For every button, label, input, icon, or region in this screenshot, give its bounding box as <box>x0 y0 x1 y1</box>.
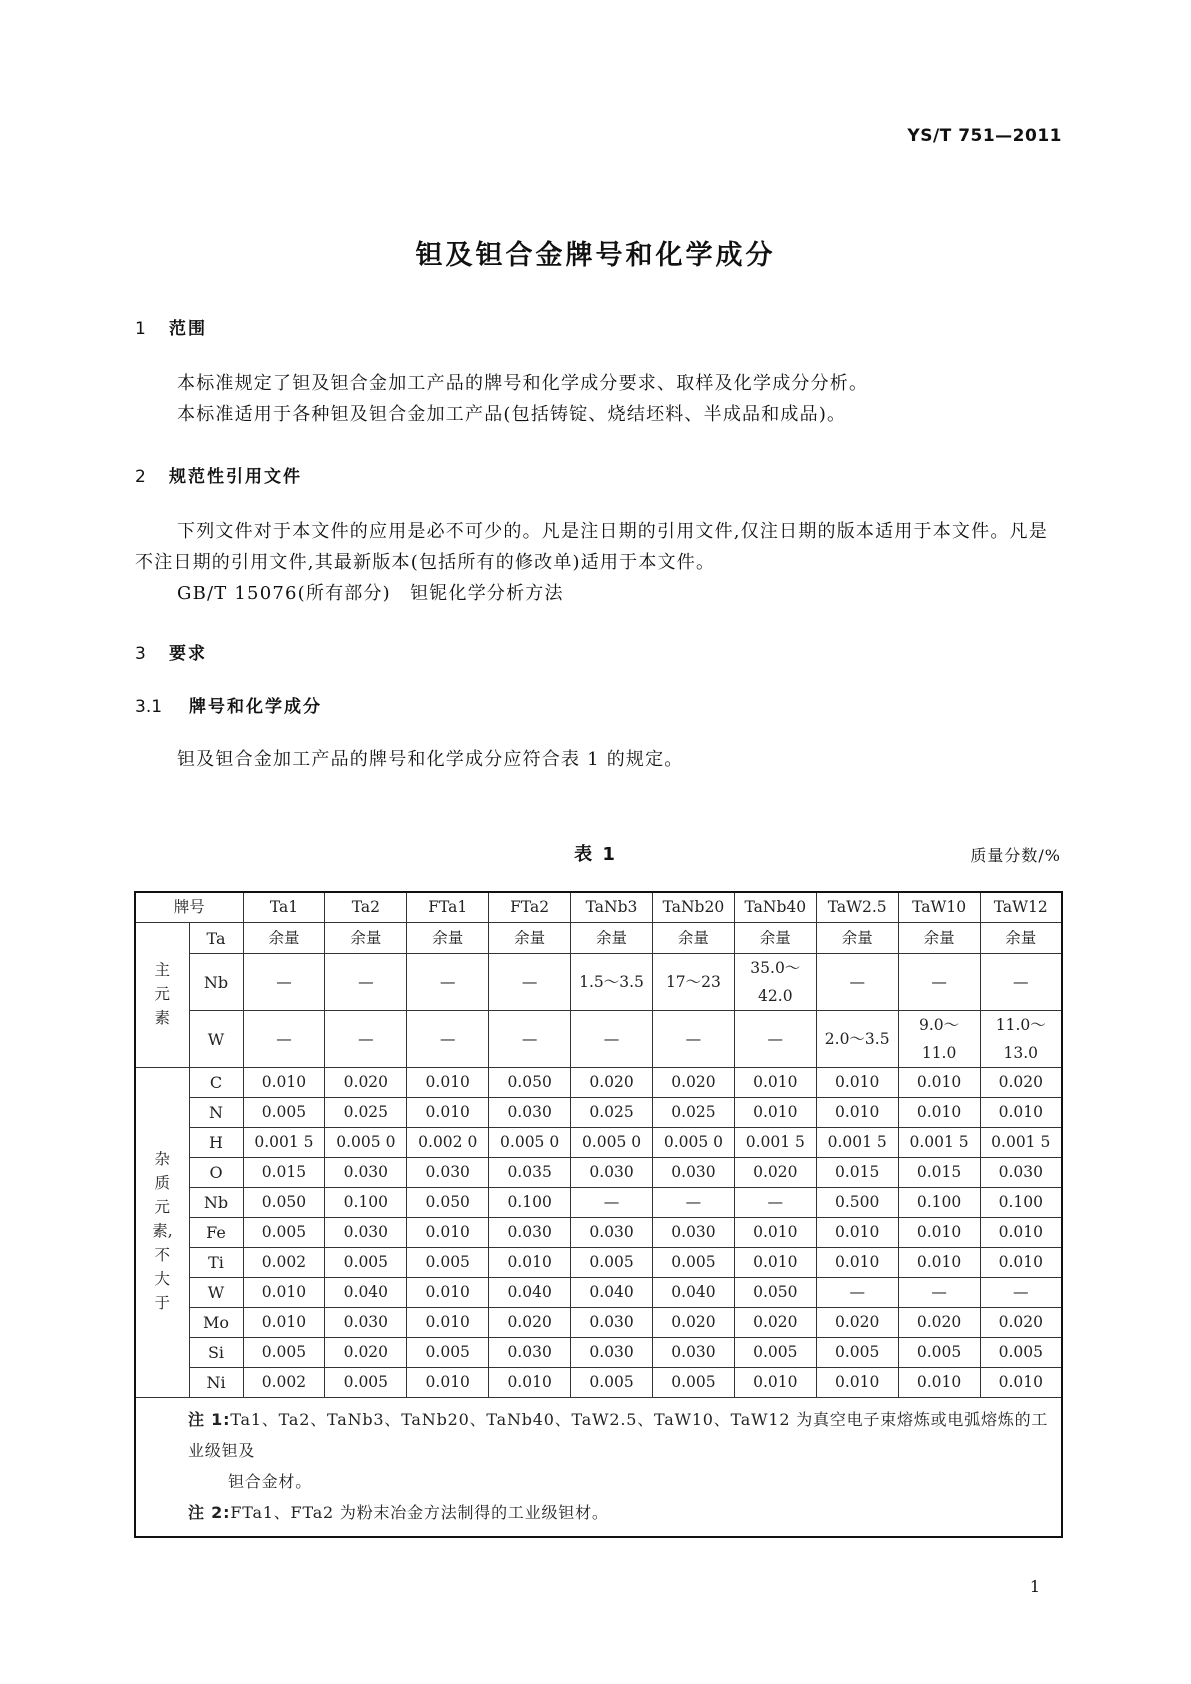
value-cell: 0.005 <box>816 1338 898 1368</box>
value-cell: — <box>816 1278 898 1308</box>
value-cell: 0.020 <box>489 1308 571 1338</box>
value-cell: 0.030 <box>652 1338 734 1368</box>
value-cell: 0.005 <box>325 1248 407 1278</box>
value-cell: — <box>980 954 1062 1011</box>
value-cell: 0.100 <box>898 1188 980 1218</box>
table-row <box>135 1218 1062 1248</box>
value-cell: 35.0～42.0 <box>734 954 816 1011</box>
value-cell: 0.025 <box>325 1098 407 1128</box>
value-cell: 余量 <box>407 923 489 954</box>
value-cell: 0.005 <box>325 1368 407 1398</box>
value-cell: — <box>571 1188 653 1218</box>
value-cell: 0.015 <box>898 1158 980 1188</box>
note-label: 注 1: <box>188 1410 231 1429</box>
impurity-group-label <box>135 1068 189 1398</box>
value-cell: 0.005 0 <box>325 1128 407 1158</box>
table-caption: 表 1 <box>574 844 617 865</box>
value-cell: 0.040 <box>325 1278 407 1308</box>
value-cell: 余量 <box>243 923 325 954</box>
value-cell: 余量 <box>489 923 571 954</box>
table-row <box>135 923 1062 954</box>
value-cell: 0.020 <box>734 1158 816 1188</box>
value-cell: 0.025 <box>652 1098 734 1128</box>
table-notes-row <box>135 1398 1062 1538</box>
value-cell: 0.005 <box>243 1098 325 1128</box>
value-cell: 0.020 <box>325 1068 407 1098</box>
element-label: Mo <box>189 1308 243 1338</box>
value-cell: 0.005 0 <box>652 1128 734 1158</box>
section-3-1-heading <box>135 692 322 717</box>
document-title: 钽及钽合金牌号和化学成分 <box>415 240 776 271</box>
value-cell: — <box>325 954 407 1011</box>
table-note <box>188 1497 1051 1528</box>
value-cell: 0.030 <box>652 1218 734 1248</box>
element-label: W <box>189 1011 243 1068</box>
value-cell: 0.100 <box>489 1188 571 1218</box>
value-cell: — <box>980 1278 1062 1308</box>
grade-column-header: FTa2 <box>489 892 571 923</box>
value-cell: 0.010 <box>816 1218 898 1248</box>
value-cell: 0.030 <box>325 1308 407 1338</box>
composition-table <box>134 891 1063 1538</box>
table-row <box>135 1338 1062 1368</box>
table-row <box>135 1098 1062 1128</box>
value-cell: — <box>652 1011 734 1068</box>
value-cell: 0.005 <box>407 1338 489 1368</box>
value-cell: 0.005 0 <box>489 1128 571 1158</box>
note-text: FTa1、FTa2 为粉末冶金方法制得的工业级钽材。 <box>230 1503 609 1522</box>
value-cell: 0.005 <box>571 1368 653 1398</box>
value-cell: 0.002 0 <box>407 1128 489 1158</box>
element-label: O <box>189 1158 243 1188</box>
element-label: Ti <box>189 1248 243 1278</box>
value-cell: 余量 <box>325 923 407 954</box>
element-label: Ta <box>189 923 243 954</box>
value-cell: — <box>243 1011 325 1068</box>
value-cell: 0.500 <box>816 1188 898 1218</box>
group-label-text: 杂质元素,不大于 <box>152 1150 173 1312</box>
value-cell: 0.015 <box>243 1158 325 1188</box>
value-cell: 0.005 0 <box>571 1128 653 1158</box>
table-unit: 质量分数/% <box>970 846 1061 865</box>
value-cell: 0.100 <box>980 1188 1062 1218</box>
value-cell: 0.100 <box>325 1188 407 1218</box>
value-cell: 余量 <box>816 923 898 954</box>
value-cell: 0.010 <box>980 1218 1062 1248</box>
value-cell: 0.020 <box>325 1338 407 1368</box>
value-cell: 0.050 <box>407 1188 489 1218</box>
value-cell: 0.010 <box>816 1098 898 1128</box>
main-element-group-label <box>135 923 189 1068</box>
value-cell: — <box>734 1011 816 1068</box>
value-cell: 余量 <box>652 923 734 954</box>
table-row <box>135 954 1062 1011</box>
value-cell: — <box>571 1011 653 1068</box>
grade-column-header: TaW10 <box>898 892 980 923</box>
value-cell: 0.010 <box>243 1068 325 1098</box>
value-cell: 0.030 <box>980 1158 1062 1188</box>
value-cell: 0.020 <box>652 1068 734 1098</box>
element-label: H <box>189 1128 243 1158</box>
value-cell: 0.005 <box>407 1248 489 1278</box>
value-cell: 0.030 <box>571 1158 653 1188</box>
value-cell: 0.020 <box>980 1068 1062 1098</box>
note-text-continued: 钽合金材。 <box>228 1472 313 1491</box>
value-cell: 0.010 <box>816 1248 898 1278</box>
value-cell: 0.005 <box>652 1368 734 1398</box>
table-row <box>135 1368 1062 1398</box>
grade-column-header: Ta2 <box>325 892 407 923</box>
element-label: Ni <box>189 1368 243 1398</box>
table-note <box>188 1404 1051 1497</box>
value-cell: 0.005 <box>652 1248 734 1278</box>
section-title: 牌号和化学成分 <box>189 697 322 717</box>
value-cell: 0.030 <box>571 1338 653 1368</box>
value-cell: 0.040 <box>571 1278 653 1308</box>
value-cell: 0.020 <box>816 1308 898 1338</box>
value-cell: 0.005 <box>898 1338 980 1368</box>
value-cell: 0.005 <box>243 1338 325 1368</box>
element-label: Nb <box>189 1188 243 1218</box>
grade-column-header: FTa1 <box>407 892 489 923</box>
value-cell: 0.010 <box>407 1098 489 1128</box>
value-cell: 0.020 <box>571 1068 653 1098</box>
value-cell: 0.020 <box>980 1308 1062 1338</box>
section-title: 范围 <box>169 319 207 339</box>
grade-column-header: TaNb3 <box>571 892 653 923</box>
value-cell: 0.035 <box>489 1158 571 1188</box>
group-label-text: 主元素 <box>154 960 170 1027</box>
value-cell: 0.010 <box>489 1368 571 1398</box>
section-number: 3.1 <box>135 697 163 717</box>
value-cell: 0.050 <box>243 1188 325 1218</box>
value-cell: 0.030 <box>325 1158 407 1188</box>
value-cell: 0.030 <box>489 1338 571 1368</box>
value-cell: — <box>325 1011 407 1068</box>
grade-column-header: TaNb20 <box>652 892 734 923</box>
value-cell: 0.010 <box>407 1068 489 1098</box>
value-cell: 0.030 <box>489 1218 571 1248</box>
table-row <box>135 1278 1062 1308</box>
value-cell: 0.010 <box>980 1098 1062 1128</box>
element-label: Nb <box>189 954 243 1011</box>
value-cell: 0.010 <box>898 1098 980 1128</box>
table-row <box>135 1248 1062 1278</box>
value-cell: 11.0～13.0 <box>980 1011 1062 1068</box>
value-cell: 0.010 <box>734 1218 816 1248</box>
value-cell: 0.030 <box>325 1218 407 1248</box>
value-cell: 17～23 <box>652 954 734 1011</box>
value-cell: 0.001 5 <box>898 1128 980 1158</box>
value-cell: 0.020 <box>898 1308 980 1338</box>
value-cell: 0.020 <box>734 1308 816 1338</box>
table-row <box>135 1011 1062 1068</box>
value-cell: 0.005 <box>734 1338 816 1368</box>
value-cell: 0.025 <box>571 1098 653 1128</box>
value-cell: 9.0～11.0 <box>898 1011 980 1068</box>
value-cell: 0.050 <box>489 1068 571 1098</box>
value-cell: 0.010 <box>980 1368 1062 1398</box>
value-cell: 0.050 <box>734 1278 816 1308</box>
value-cell: 0.010 <box>734 1098 816 1128</box>
value-cell: 2.0～3.5 <box>816 1011 898 1068</box>
value-cell: 0.010 <box>816 1368 898 1398</box>
value-cell: 0.002 <box>243 1368 325 1398</box>
value-cell: — <box>489 954 571 1011</box>
value-cell: 0.010 <box>898 1368 980 1398</box>
value-cell: 余量 <box>898 923 980 954</box>
section-1-heading <box>135 314 207 339</box>
value-cell: 0.010 <box>407 1368 489 1398</box>
value-cell: 0.005 <box>243 1218 325 1248</box>
section-2-paragraph-1: 下列文件对于本文件的应用是必不可少的。凡是注日期的引用文件,仅注日期的版本适用于本文件。凡是不注日期的引用文件,其最新版本(包括所有的修改单)适用于本文件。 <box>135 521 1048 573</box>
value-cell: 0.001 5 <box>816 1128 898 1158</box>
grade-header: 牌号 <box>135 892 243 923</box>
section-number: 3 <box>135 644 146 664</box>
value-cell: 0.030 <box>652 1158 734 1188</box>
value-cell: 0.040 <box>652 1278 734 1308</box>
standard-code: YS/T 751—2011 <box>907 126 1062 146</box>
value-cell: — <box>816 954 898 1011</box>
value-cell: 0.010 <box>734 1068 816 1098</box>
value-cell: 余量 <box>571 923 653 954</box>
table-row <box>135 1128 1062 1158</box>
element-label: Si <box>189 1338 243 1368</box>
value-cell: 0.010 <box>407 1218 489 1248</box>
section-title: 规范性引用文件 <box>169 467 302 487</box>
grade-column-header: Ta1 <box>243 892 325 923</box>
value-cell: 0.010 <box>816 1068 898 1098</box>
value-cell: 0.010 <box>243 1278 325 1308</box>
value-cell: 0.010 <box>734 1368 816 1398</box>
section-3-heading <box>135 639 207 664</box>
table-row <box>135 1308 1062 1338</box>
note-label: 注 2: <box>188 1503 231 1522</box>
value-cell: 0.030 <box>489 1098 571 1128</box>
value-cell: 0.001 5 <box>243 1128 325 1158</box>
value-cell: — <box>407 1011 489 1068</box>
normative-reference: GB/T 15076(所有部分) 钽铌化学分析方法 <box>177 583 564 604</box>
table-header-row <box>135 892 1062 923</box>
value-cell: 0.010 <box>407 1308 489 1338</box>
value-cell: — <box>407 954 489 1011</box>
value-cell: — <box>734 1188 816 1218</box>
value-cell: 0.030 <box>571 1308 653 1338</box>
value-cell: — <box>898 954 980 1011</box>
value-cell: 0.010 <box>898 1068 980 1098</box>
value-cell: 0.005 <box>980 1338 1062 1368</box>
value-cell: 0.002 <box>243 1248 325 1278</box>
element-label: N <box>189 1098 243 1128</box>
table-row <box>135 1158 1062 1188</box>
grade-column-header: TaW2.5 <box>816 892 898 923</box>
element-label: W <box>189 1278 243 1308</box>
value-cell: 0.020 <box>652 1308 734 1338</box>
value-cell: 0.010 <box>489 1248 571 1278</box>
section-1-paragraph-1: 本标准规定了钽及钽合金加工产品的牌号和化学成分要求、取样及化学成分分析。 <box>177 373 869 394</box>
section-2-heading <box>135 462 302 487</box>
value-cell: — <box>243 954 325 1011</box>
value-cell: — <box>652 1188 734 1218</box>
grade-column-header: TaNb40 <box>734 892 816 923</box>
table-row <box>135 1188 1062 1218</box>
section-3-1-paragraph: 钽及钽合金加工产品的牌号和化学成分应符合表 1 的规定。 <box>177 749 684 770</box>
value-cell: 0.015 <box>816 1158 898 1188</box>
composition-table-wrapper <box>134 891 1063 1538</box>
value-cell: 0.010 <box>898 1248 980 1278</box>
value-cell: — <box>489 1011 571 1068</box>
table-notes <box>135 1398 1062 1538</box>
value-cell: 0.010 <box>980 1248 1062 1278</box>
page-number: 1 <box>1029 1577 1040 1596</box>
value-cell: 0.010 <box>407 1278 489 1308</box>
value-cell: 0.010 <box>898 1218 980 1248</box>
section-1-paragraph-2: 本标准适用于各种钽及钽合金加工产品(包括铸锭、烧结坯料、半成品和成品)。 <box>177 404 847 425</box>
value-cell: — <box>898 1278 980 1308</box>
value-cell: 0.005 <box>571 1248 653 1278</box>
value-cell: 0.010 <box>734 1248 816 1278</box>
note-text: Ta1、Ta2、TaNb3、TaNb20、TaNb40、TaW2.5、TaW10、TaW12 为真空电子束熔炼或电弧熔炼的工业级钽及 <box>188 1410 1049 1460</box>
value-cell: 0.001 5 <box>980 1128 1062 1158</box>
value-cell: 1.5～3.5 <box>571 954 653 1011</box>
section-number: 1 <box>135 319 146 339</box>
table-row <box>135 1068 1062 1098</box>
value-cell: 0.001 5 <box>734 1128 816 1158</box>
grade-column-header: TaW12 <box>980 892 1062 923</box>
value-cell: 0.010 <box>243 1308 325 1338</box>
element-label: Fe <box>189 1218 243 1248</box>
value-cell: 0.030 <box>571 1218 653 1248</box>
value-cell: 余量 <box>734 923 816 954</box>
section-title: 要求 <box>169 644 207 664</box>
value-cell: 0.040 <box>489 1278 571 1308</box>
value-cell: 0.030 <box>407 1158 489 1188</box>
section-number: 2 <box>135 467 146 487</box>
element-label: C <box>189 1068 243 1098</box>
value-cell: 余量 <box>980 923 1062 954</box>
